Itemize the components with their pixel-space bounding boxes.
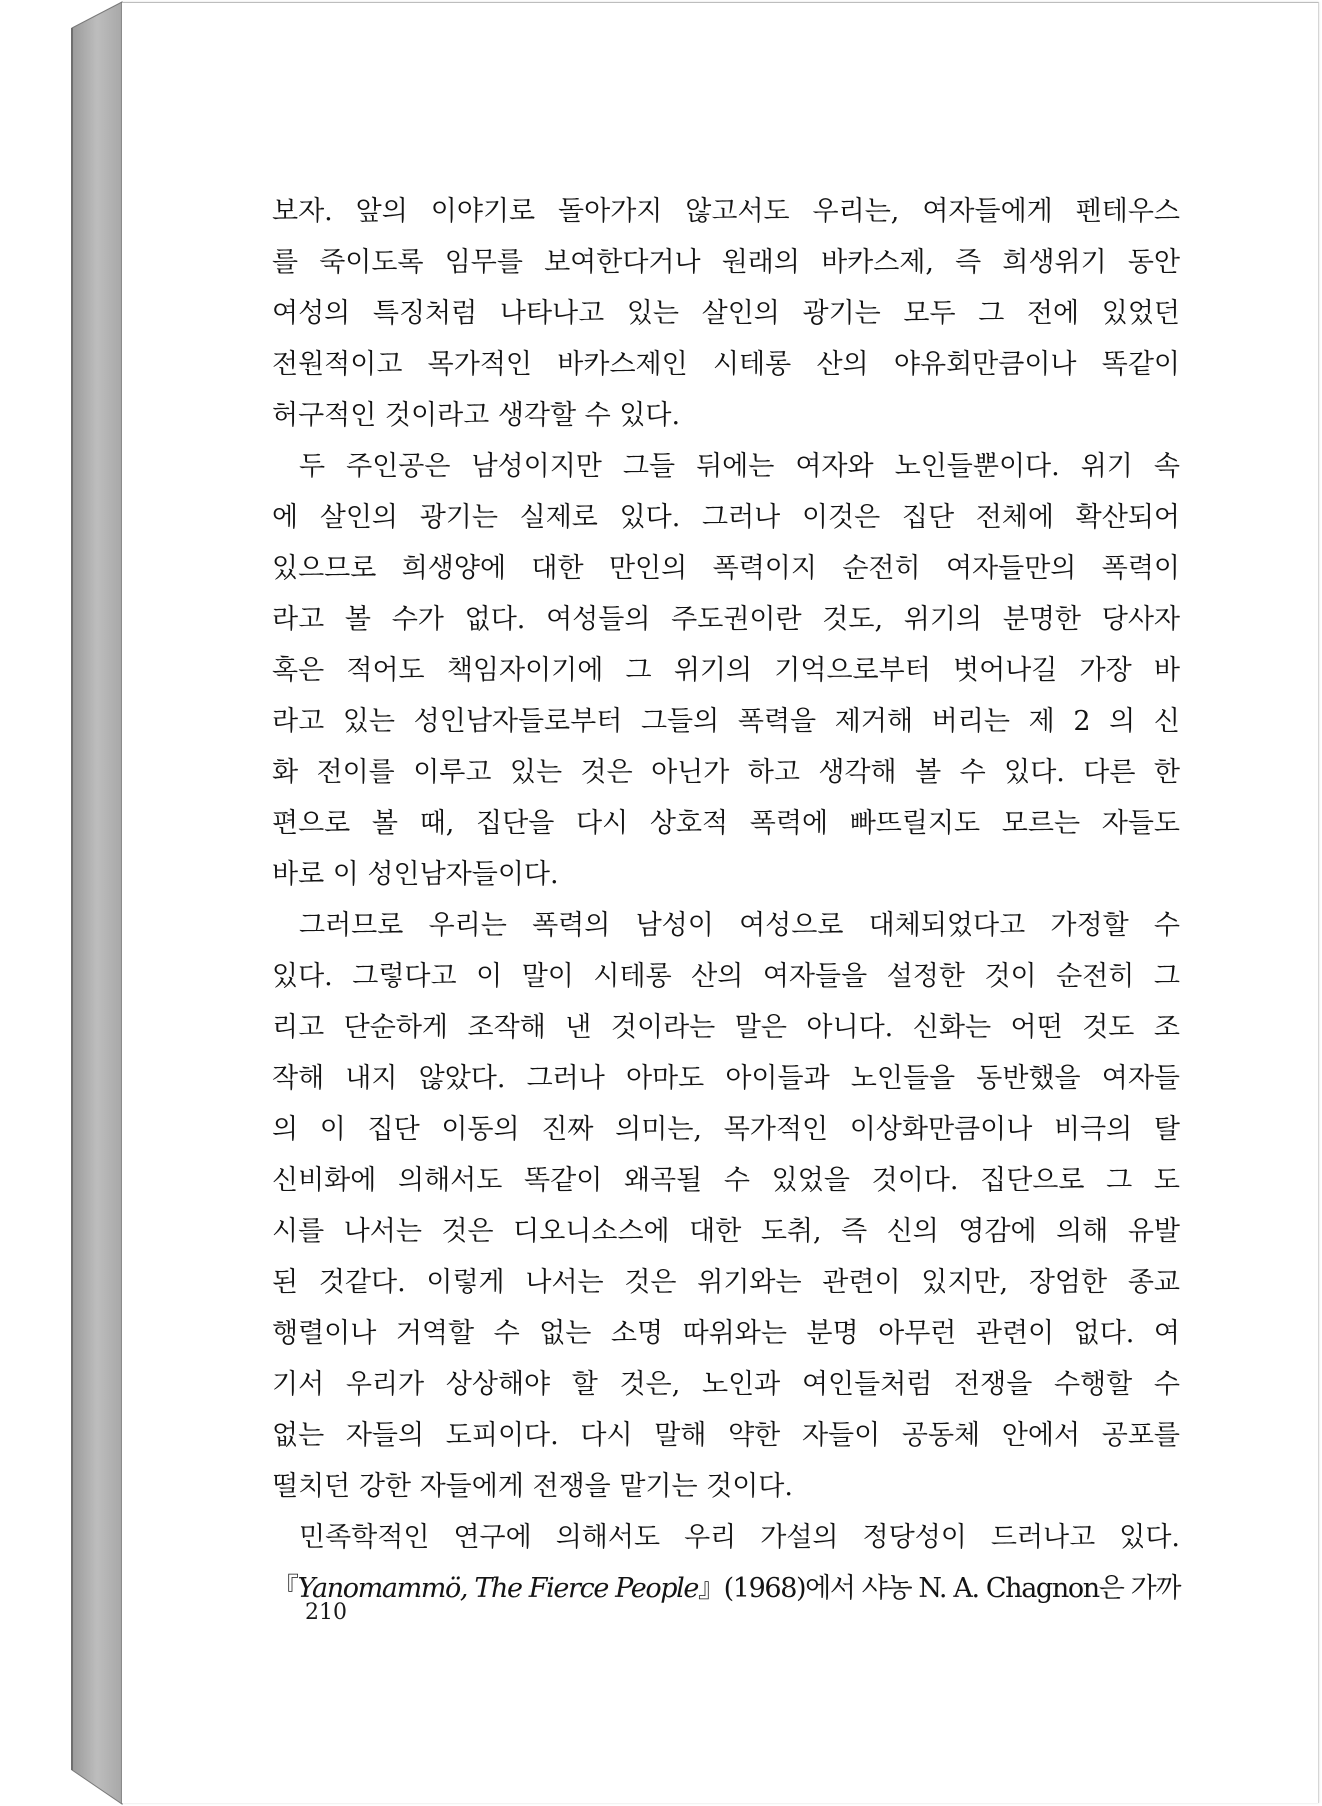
text-line: 보자. 앞의 이야기로 돌아가지 않고서도 우리는, 여자들에게 펜테우스 <box>272 196 1180 227</box>
text-line: 의 이 집단 이동의 진짜 의미는, 목가적인 이상화만큼이나 비극의 탈 <box>272 1114 1180 1145</box>
text-line: 를 죽이도록 임무를 보여한다거나 원래의 바카스제, 즉 희생위기 동안 <box>272 247 1180 278</box>
text-line: 화 전이를 이루고 있는 것은 아닌가 하고 생각해 볼 수 있다. 다른 한 <box>272 757 1180 788</box>
text-line: 행렬이나 거역할 수 없는 소명 따위와는 분명 아무런 관련이 없다. 여 <box>272 1318 1180 1349</box>
text-line: 있으므로 희생양에 대한 만인의 폭력이지 순전히 여자들만의 폭력이 <box>272 553 1180 584</box>
page-number: 210 <box>305 1600 347 1625</box>
text-line: 된 것같다. 이렇게 나서는 것은 위기와는 관련이 있지만, 장엄한 종교 <box>272 1267 1180 1298</box>
text-line: 에 살인의 광기는 실제로 있다. 그러나 이것은 집단 전체에 확산되어 <box>272 502 1180 533</box>
text-line: 두 주인공은 남성이지만 그들 뒤에는 여자와 노인들뿐이다. 위기 속 <box>299 451 1180 482</box>
body-text <box>272 186 1180 1614</box>
text-line: 신비화에 의해서도 똑같이 왜곡될 수 있었을 것이다. 집단으로 그 도 <box>272 1165 1180 1196</box>
title-open-bracket: 『 <box>272 1573 298 1604</box>
text-line: 편으로 볼 때, 집단을 다시 상호적 폭력에 빠뜨릴지도 모르는 자들도 <box>272 808 1180 839</box>
text-line: 바로 이 성인남자들이다. <box>272 859 559 890</box>
text-line: 라고 있는 성인남자들로부터 그들의 폭력을 제거해 버리는 제 2 의 신 <box>272 706 1180 737</box>
text-line: 허구적인 것이라고 생각할 수 있다. <box>272 400 681 431</box>
text-line: 전원적이고 목가적인 바카스제인 시테롱 산의 야유회만큼이나 똑같이 <box>272 349 1180 380</box>
text-line: 혹은 적어도 책임자이기에 그 위기의 기억으로부터 벗어나길 가장 바 <box>272 655 1180 686</box>
text-line: 없는 자들의 도피이다. 다시 말해 약한 자들이 공동체 안에서 공포를 <box>272 1420 1180 1451</box>
text-line-with-title <box>272 1563 1180 1614</box>
text-line: 있다. 그렇다고 이 말이 시테롱 산의 여자들을 설정한 것이 순전히 그 <box>272 961 1180 992</box>
text-line: 민족학적인 연구에 의해서도 우리 가설의 정당성이 드러나고 있다. <box>299 1522 1180 1553</box>
text-line: 여성의 특징처럼 나타나고 있는 살인의 광기는 모두 그 전에 있었던 <box>272 298 1180 329</box>
text-line: 작해 내지 않았다. 그러나 아마도 아이들과 노인들을 동반했을 여자들 <box>272 1063 1180 1094</box>
text-line: 떨치던 강한 자들에게 전쟁을 맡기는 것이다. <box>272 1471 793 1502</box>
text-line: 시를 나서는 것은 디오니소스에 대한 도취, 즉 신의 영감에 의해 유발 <box>272 1216 1180 1247</box>
title-suffix: 』(1968)에서 샤농 N. A. Chagnon은 가까 <box>697 1573 1181 1604</box>
book-title: Yanomammö, The Fierce People <box>297 1573 698 1604</box>
text-line: 기서 우리가 상상해야 할 것은, 노인과 여인들처럼 전쟁을 수행할 수 <box>272 1369 1180 1400</box>
text-line: 리고 단순하게 조작해 낸 것이라는 말은 아니다. 신화는 어떤 것도 조 <box>272 1012 1180 1043</box>
text-line: 그러므로 우리는 폭력의 남성이 여성으로 대체되었다고 가정할 수 <box>299 910 1180 941</box>
page-sheet <box>122 2 1319 1803</box>
text-line: 라고 볼 수가 없다. 여성들의 주도권이란 것도, 위기의 분명한 당사자 <box>272 604 1180 635</box>
